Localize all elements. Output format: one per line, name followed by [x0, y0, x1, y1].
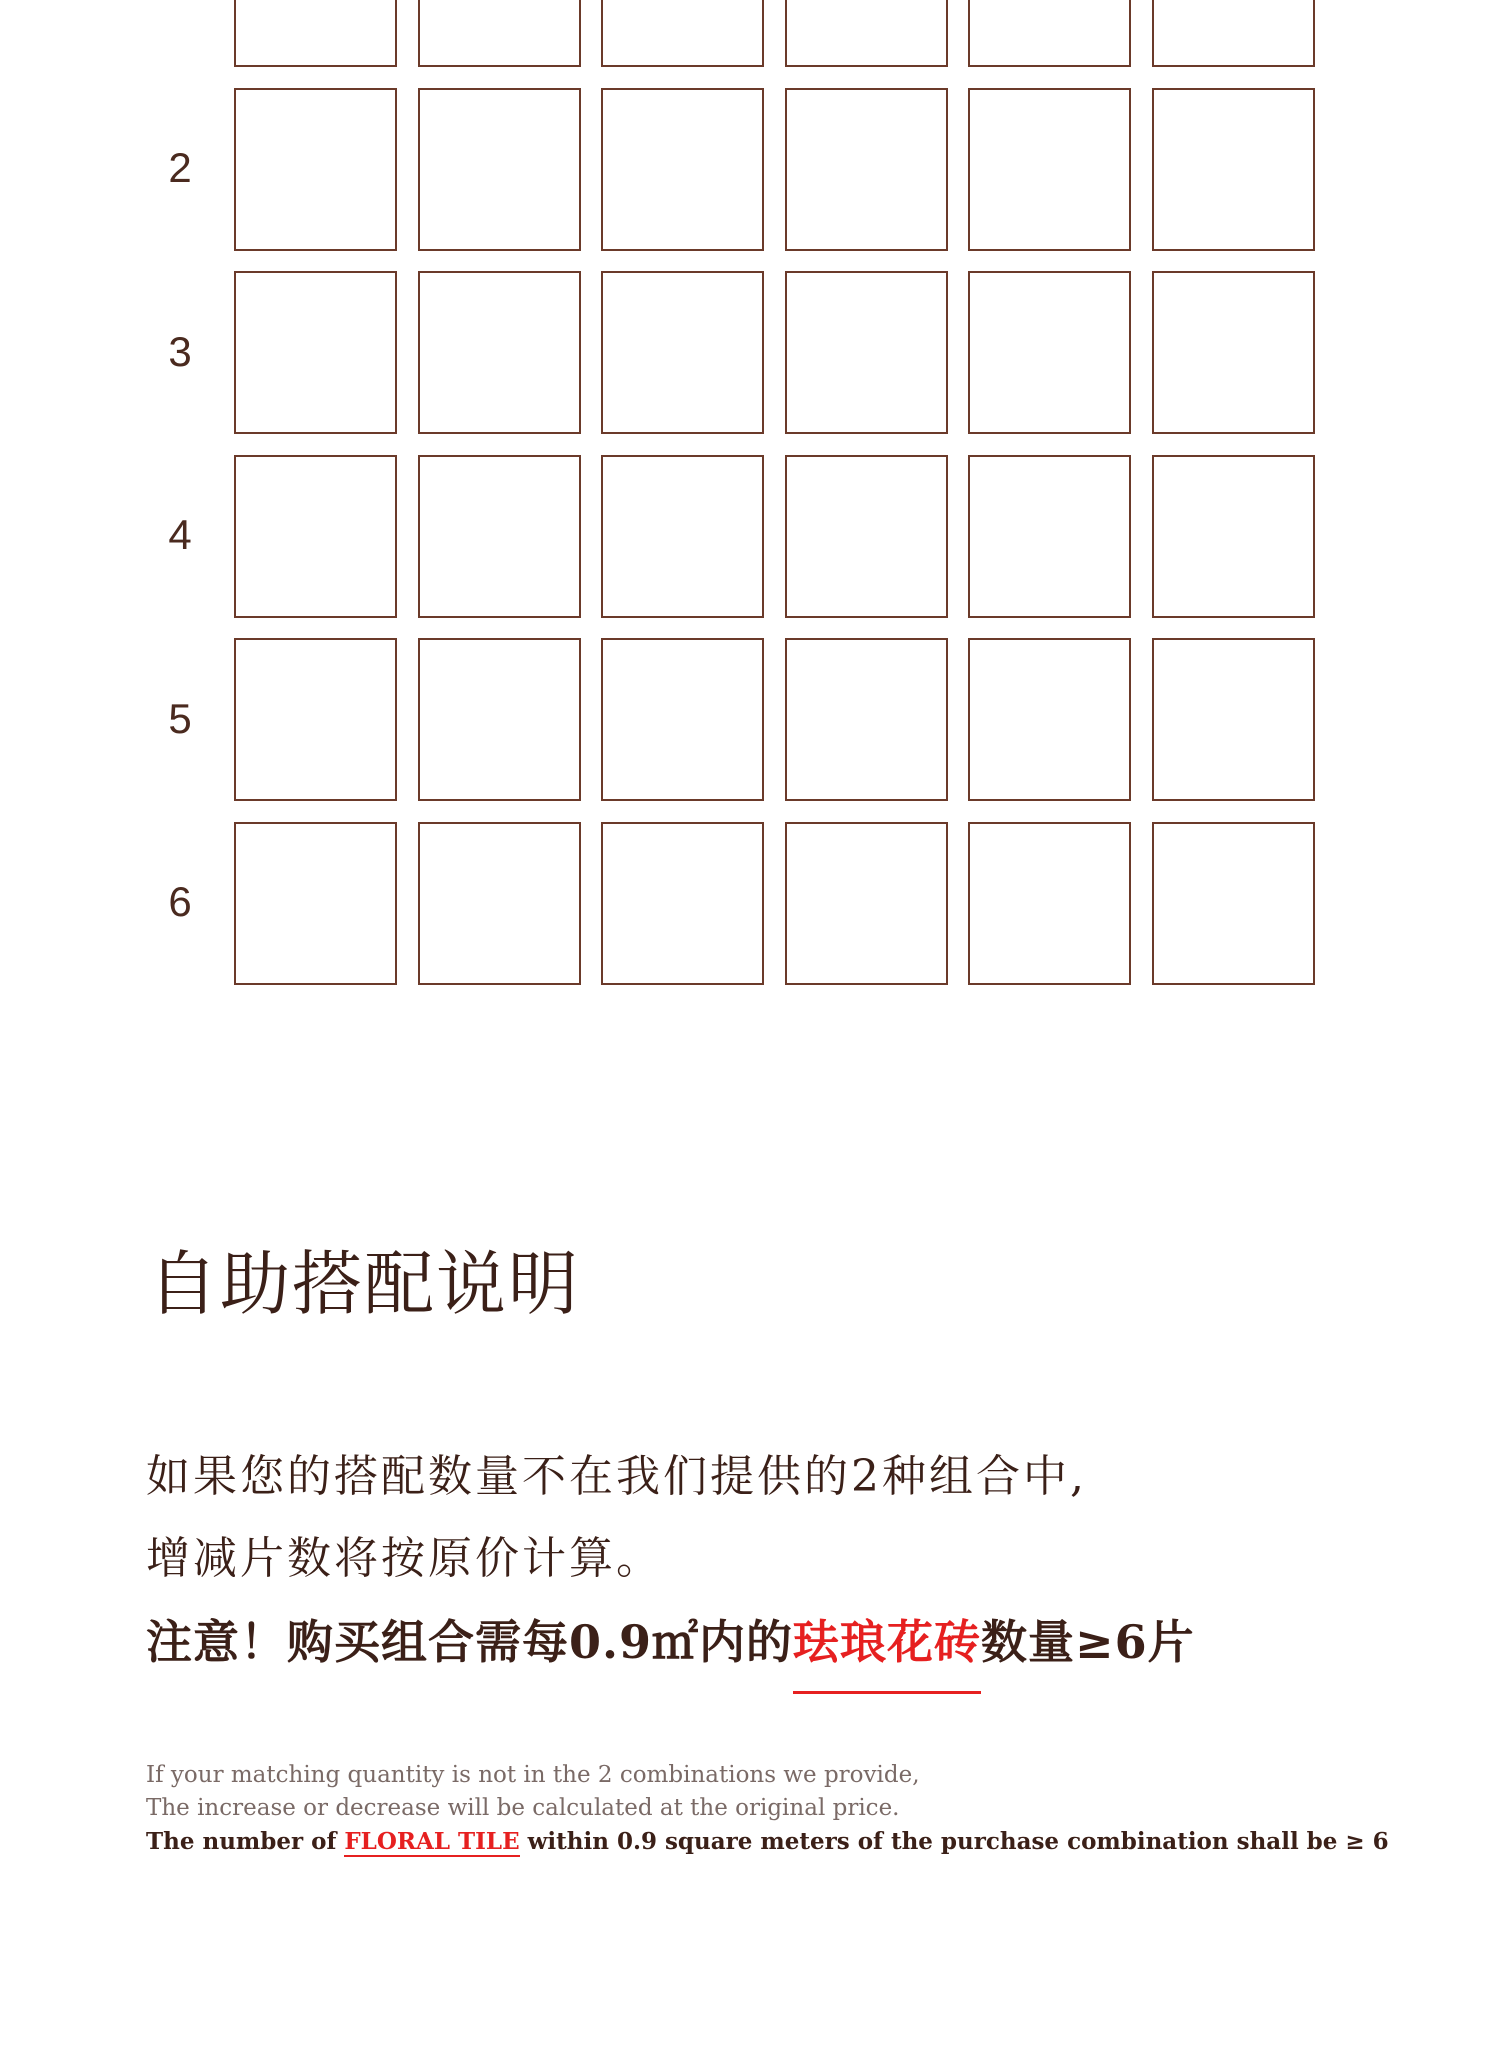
en-instruction-line-2: The increase or decrease will be calculated at the original price.	[146, 1795, 900, 1821]
tile-cell	[601, 88, 764, 251]
tile-cell	[234, 0, 397, 67]
row-label: 2	[168, 144, 192, 191]
tile-cell	[234, 455, 397, 618]
tile-cell	[968, 455, 1131, 618]
zh-instruction-line-1: 如果您的搭配数量不在我们提供的2种组合中,	[146, 1451, 1087, 1502]
tile-cell	[968, 822, 1131, 985]
section-title: 自助搭配说明	[148, 1243, 580, 1325]
tile-cell	[785, 638, 948, 801]
tile-cell	[968, 271, 1131, 434]
en-notice-prefix: The number of	[146, 1828, 345, 1855]
tile-cell	[1152, 0, 1315, 67]
tile-cell	[785, 822, 948, 985]
tile-cell	[601, 638, 764, 801]
tile-cell	[785, 88, 948, 251]
en-notice-suffix: within 0.9 square meters of the purchase combination shall be ≥ 6	[519, 1828, 1389, 1855]
tile-cell	[418, 271, 581, 434]
zh-notice-highlight: 珐琅花砖	[793, 1606, 981, 1672]
row-label: 5	[168, 694, 192, 742]
tile-cell	[601, 271, 764, 434]
tile-cell	[1152, 88, 1315, 251]
tile-cell	[785, 271, 948, 434]
tile-cell	[234, 822, 397, 985]
tile-cell	[968, 0, 1131, 67]
tile-grid	[0, 0, 1500, 1000]
tile-cell	[1152, 455, 1315, 618]
tile-cell	[234, 271, 397, 434]
tile-cell	[418, 638, 581, 801]
tile-cell	[601, 822, 764, 985]
tile-cell	[234, 88, 397, 251]
tile-cell	[785, 0, 948, 67]
tile-cell	[601, 0, 764, 67]
tile-cell	[968, 88, 1131, 251]
tile-cell	[418, 455, 581, 618]
zh-notice	[146, 1606, 1195, 1672]
row-label: 3	[168, 327, 192, 375]
tile-cell	[234, 638, 397, 801]
en-notice	[146, 1828, 1389, 1855]
tile-cell	[1152, 638, 1315, 801]
row-label: 6	[168, 878, 192, 925]
row-label: 4	[168, 511, 192, 558]
zh-notice-prefix: 注意！购买组合需每0.9㎡内的	[146, 1615, 794, 1669]
en-notice-highlight: FLORAL TILE	[344, 1828, 520, 1855]
tile-cell	[785, 455, 948, 618]
zh-notice-suffix: 数量≥6片	[981, 1615, 1195, 1669]
tile-cell	[968, 638, 1131, 801]
tile-cell	[418, 822, 581, 985]
en-instruction-line-1: If your matching quantity is not in the 2 combinations we provide,	[146, 1762, 920, 1788]
tile-cell	[601, 455, 764, 618]
tile-cell	[1152, 271, 1315, 434]
tile-cell	[1152, 822, 1315, 985]
zh-instruction-line-2: 增减片数将按原价计算。	[146, 1533, 663, 1584]
tile-cell	[418, 88, 581, 251]
tile-cell	[418, 0, 581, 67]
